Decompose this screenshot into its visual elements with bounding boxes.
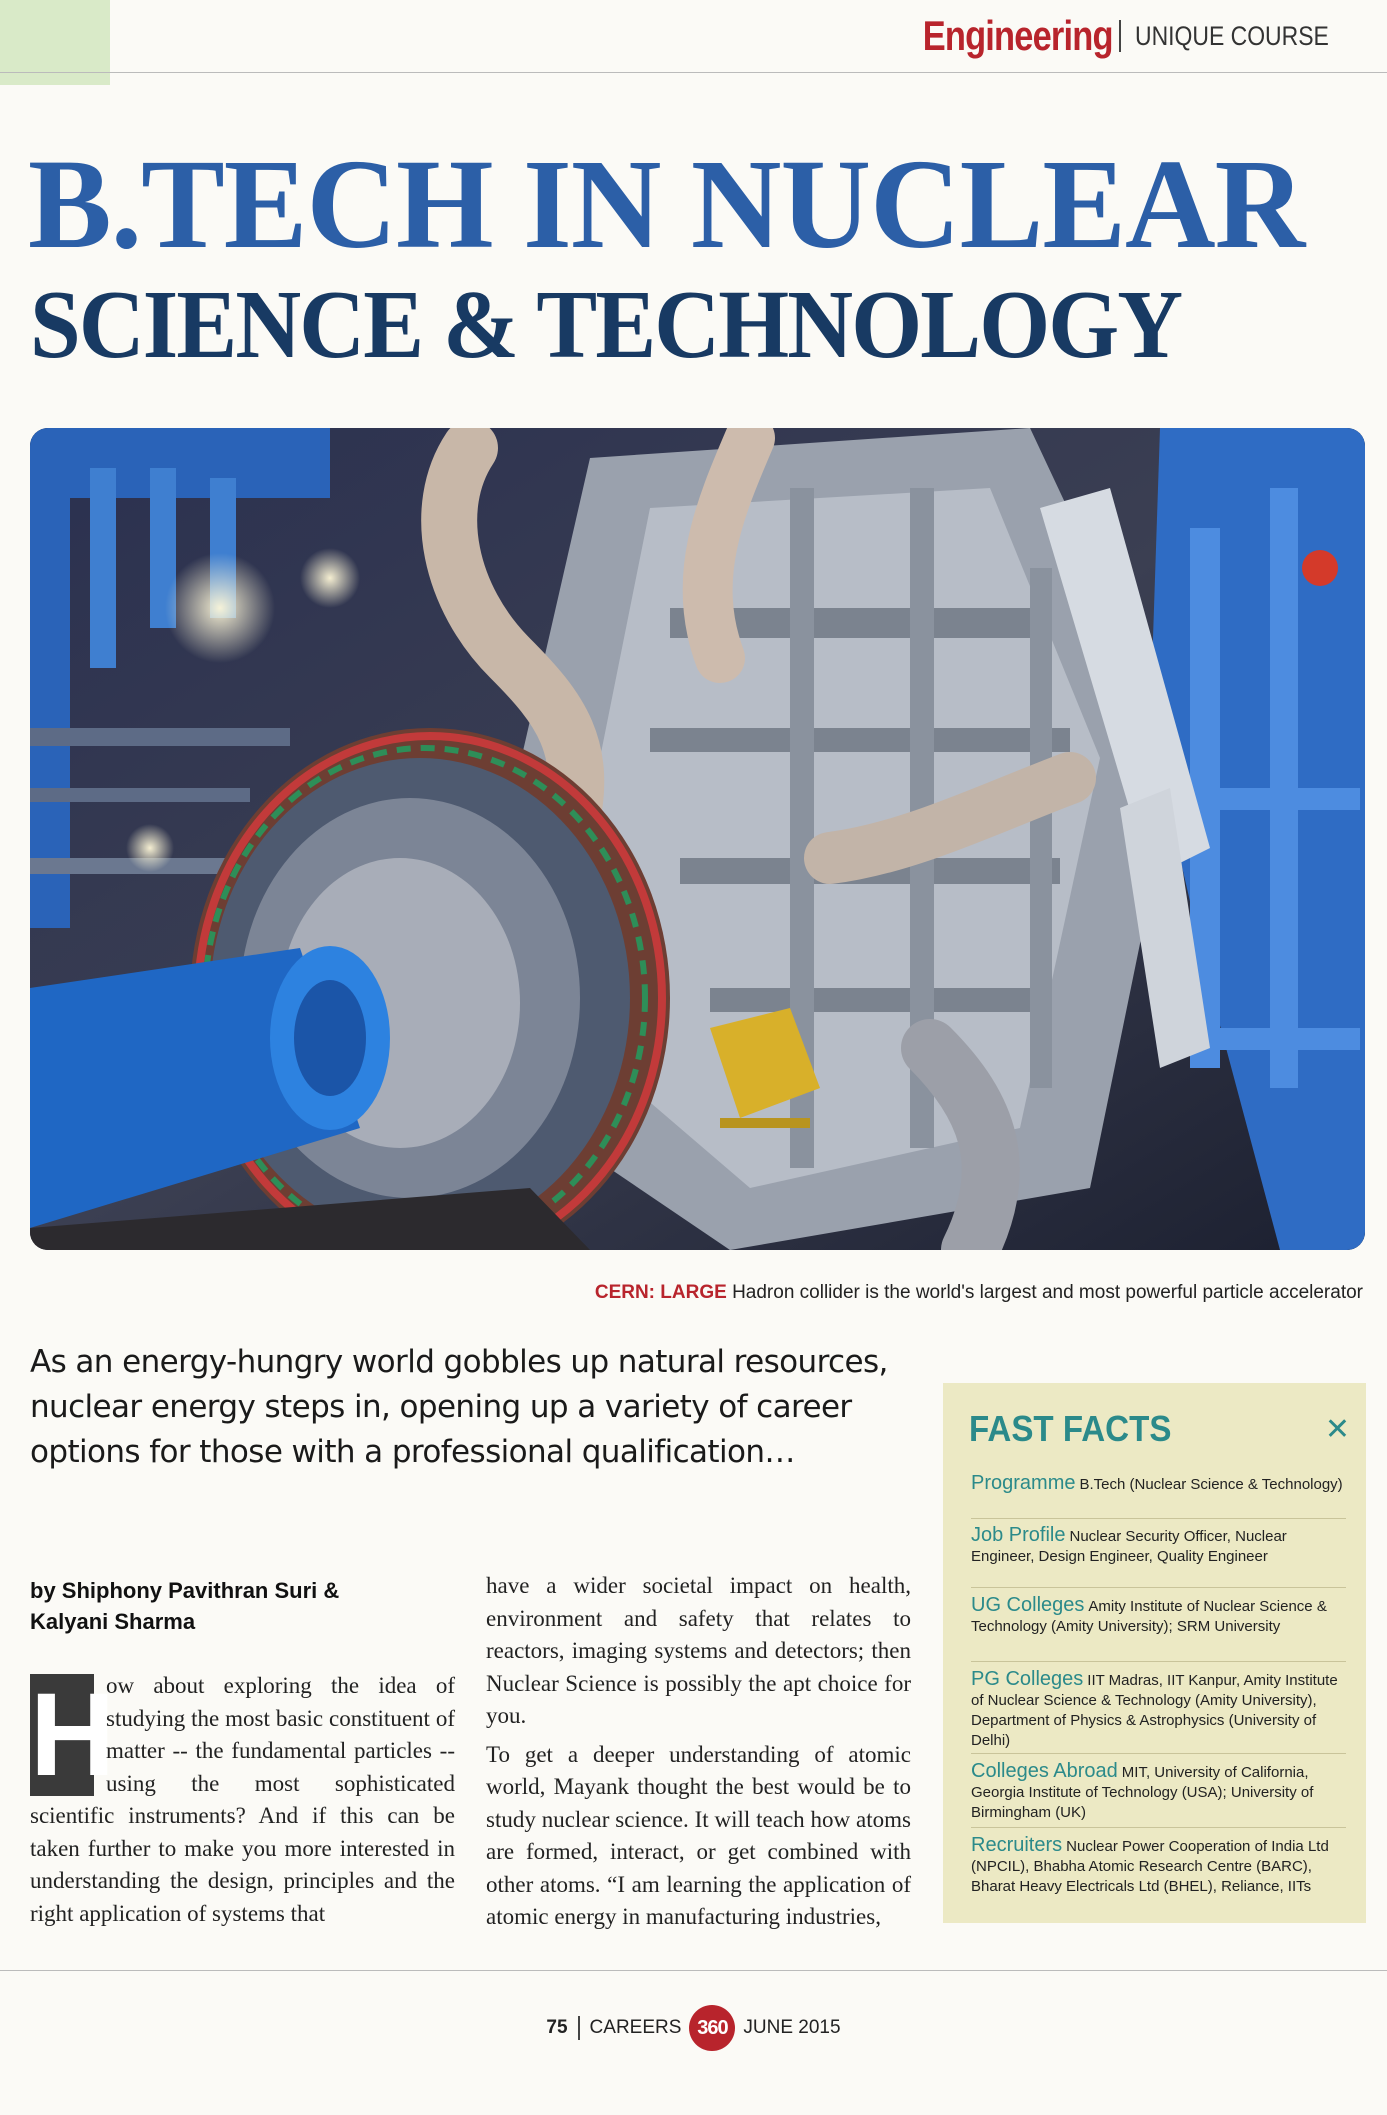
fact-text: MIT, University of California, Georgia Institute of Technology (USA); University of Birmingham (UK)	[971, 1764, 1314, 1821]
fact-label: Programme	[971, 1472, 1076, 1494]
issue-date: JUNE 2015	[743, 2017, 841, 2038]
top-rule	[0, 72, 1387, 73]
fact-job-profile	[971, 1525, 1351, 1567]
fact-divider	[971, 1753, 1346, 1754]
section-title: Engineering	[922, 12, 1113, 59]
fact-label: Colleges Abroad	[971, 1760, 1118, 1782]
fact-label: UG Colleges	[971, 1594, 1085, 1616]
fact-divider	[971, 1518, 1346, 1519]
fast-facts-title: FAST FACTS	[969, 1408, 1172, 1449]
magazine-name: CAREERS	[589, 2017, 682, 2038]
body-paragraph-2b: To get a deeper understanding of atomic world, Mayank thought the best would be to study nuclear science. It will teach how atoms are formed, interact, or get combined with other atoms. “I am learning the application of atomic energy in manufacturing industries,	[486, 1741, 911, 1929]
drop-cap: H	[30, 1669, 116, 1801]
fact-divider	[971, 1827, 1346, 1828]
page-number: 75	[546, 2017, 568, 2038]
fact-recruiters	[971, 1835, 1351, 1897]
detector-illustration	[30, 428, 1365, 1250]
byline	[30, 1575, 450, 1637]
fact-text: B.Tech (Nuclear Science & Technology)	[1079, 1476, 1343, 1493]
fact-text: IIT Madras, IIT Kanpur, Amity Institute of Nuclear Science & Technology (Amity University), Department of Physics & Astrophysics (University of Delhi)	[971, 1672, 1338, 1749]
headline-line-2: SCIENCE & TECHNOLOGY	[30, 271, 1182, 379]
fact-pg-colleges	[971, 1669, 1351, 1751]
body-text-1: ow about exploring the idea of studying the most basic constituent of matter -- the fundamental particles -- using the most sophisticated scientific instruments? And if this can be taken further to make you more interested in understanding the design, principles and the right application of systems that	[30, 1673, 455, 1926]
header-separator	[1119, 20, 1121, 52]
section-subtitle: UNIQUE COURSE	[1134, 20, 1329, 51]
fact-label: Recruiters	[971, 1834, 1063, 1856]
fact-ug-colleges	[971, 1595, 1351, 1637]
cern-detector-photo	[30, 428, 1365, 1250]
headline-line-1: B.TECH IN NUCLEAR	[28, 133, 1305, 275]
fact-text: Nuclear Security Officer, Nuclear Engineer, Design Engineer, Quality Engineer	[971, 1528, 1287, 1565]
bottom-rule	[0, 1970, 1387, 1971]
body-paragraph-2a: have a wider societal impact on health, environment and safety that relates to reactors, imaging systems and detectors; then Nuclear Science is possibly the apt choice for you.	[486, 1573, 911, 1728]
body-column-1	[30, 1670, 455, 1930]
byline-author-1: by Shiphony Pavithran Suri &	[30, 1578, 340, 1603]
photo-caption	[595, 1282, 1363, 1304]
close-icon: ✕	[1324, 1412, 1350, 1447]
footer-separator	[578, 2016, 580, 2040]
fact-text: Nuclear Power Cooperation of India Ltd (NPCIL), Bhabha Atomic Research Centre (BARC), Bharat Heavy Electricals Ltd (BHEL), Reliance, IITs	[971, 1838, 1329, 1895]
fact-divider	[971, 1661, 1346, 1662]
page-footer	[0, 2005, 1387, 2051]
fact-colleges-abroad	[971, 1761, 1351, 1823]
caption-text: Hadron collider is the world's largest and most powerful particle accelerator	[726, 1282, 1363, 1303]
fast-facts-box	[943, 1383, 1366, 1923]
fact-programme	[971, 1473, 1351, 1495]
fact-text: Amity Institute of Nuclear Science & Technology (Amity University); SRM University	[971, 1598, 1327, 1635]
caption-label: CERN: LARGE	[594, 1282, 727, 1303]
fact-divider	[971, 1587, 1346, 1588]
fact-label: Job Profile	[971, 1524, 1066, 1546]
body-column-2	[486, 1570, 911, 1940]
magazine-logo: 360	[689, 2005, 735, 2051]
standfirst: As an energy-hungry world gobbles up natural resources, nuclear energy steps in, opening up a variety of career options for those with a professional qualification…	[30, 1344, 888, 1470]
fact-label: PG Colleges	[971, 1668, 1084, 1690]
page-header	[881, 12, 1363, 60]
byline-author-2: Kalyani Sharma	[30, 1609, 196, 1634]
